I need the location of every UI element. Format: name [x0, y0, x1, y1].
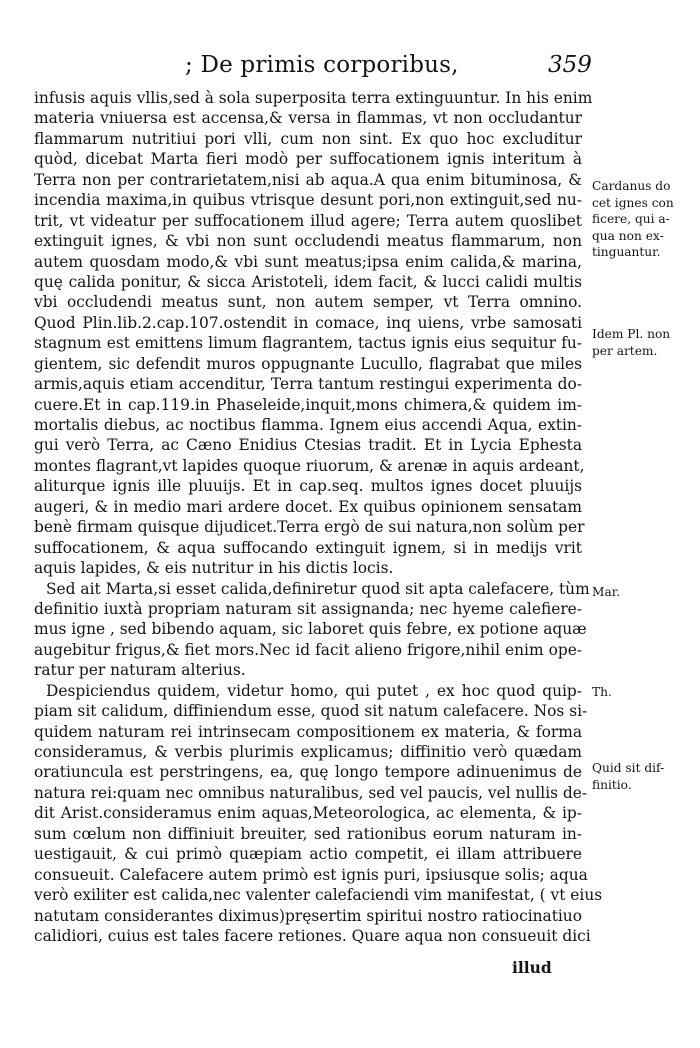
text-line: autem quosdam modo,& vbi sunt meatus;ipsa enim calida,& marina,: [34, 252, 582, 271]
margin-note-mar: [592, 584, 700, 601]
margin-note-line: Quid sit dif-: [592, 761, 665, 775]
margin-note-line: tinguantur.: [592, 245, 661, 259]
text-line: uestigauit, & cui primò quæpiam actio competit, ei illam attribuere: [34, 845, 582, 864]
catchword: illud: [512, 958, 552, 977]
margin-note-th: [592, 684, 700, 701]
text-line: armis,aquis etiam accenditur, Terra tantum restingui experimenta do-: [34, 375, 582, 394]
text-line: stagnum est emittens limum flagrantem, tactus ignis eius sequitur fu-: [34, 334, 582, 353]
text-line: gientem, sic defendit muros oppugnante Lucullo, flagrabat que miles: [34, 354, 582, 373]
text-line: augeri, & in medio mari ardere docet. Ex quibus opinionem sensatam: [34, 497, 582, 516]
text-line: quidem naturam rei intrinsecam compositionem ex materia, & forma: [34, 722, 582, 741]
margin-note-line: finitio.: [592, 777, 632, 792]
text-line: augebitur frigus,& fiet mors.Nec id facit alieno frigore,nihil enim ope-: [34, 640, 582, 659]
text-line: benè firmam quisque dijudicet.Terra ergò de sui natura,non solùm per: [34, 518, 585, 537]
text-line: flammarum nutritiui pori vlli, cum non sint. Ex quo hoc excluditur: [34, 129, 582, 148]
text-line: mortalis diebus, ac noctibus flamma. Ignem eius accendi Aqua, extin-: [34, 416, 582, 434]
text-line: consideramus, & verbis plurimis explicamus; diffinitio verò quædam: [34, 743, 582, 761]
text-line: suffocationem, & aqua suffocando extinguit ignem, si in medijs vrit: [34, 538, 582, 557]
text-line: trit, vt videatur per suffocationem illud agere; Terra autem quoslibet: [34, 211, 582, 230]
text-line: dit Arist.consideramus enim aquas,Meteorologica, ac elementa, & ip-: [34, 804, 582, 823]
margin-note-line: Mar.: [592, 585, 621, 599]
text-line: quę calida ponitur, & sicca Aristoteli, idem facit, & lucci calidi multis: [34, 272, 582, 291]
text-line: ratur per naturam alterius.: [34, 661, 246, 680]
text-line: incendia maxima,in quibus vtrisque desunt pori,non extinguit,sed nu-: [34, 191, 582, 210]
text-line: montes flagrant,vt lapides quoque riuorum, & arenæ in aquis ardeant,: [34, 456, 585, 475]
text-line: Terra non per contrarietatem,nisi ab aqua.A qua enim bituminosa, &: [34, 170, 582, 189]
text-line: natutam considerantes diximus)pręsertim spiritui nostro ratiocinatiuo: [34, 906, 582, 925]
text-line: Sed ait Marta,si esset calida,definiretur quod sit apta calefacere, tùm: [46, 579, 590, 598]
margin-note-cardanus: [592, 178, 700, 261]
margin-note-idem: [592, 326, 700, 359]
text-line: definitio iuxtà propriam naturam sit assignanda; nec hyeme calefiere-: [34, 599, 582, 618]
margin-note-line: Idem Pl. non: [592, 327, 671, 341]
margin-note-line: Th.: [592, 685, 612, 699]
text-line: aliturque ignis ille pluuijs. Et in cap.seq. multos ignes docet pluuijs: [34, 477, 582, 496]
text-line: Quod Plin.lib.2.cap.107.ostendit in comace, inq uiens, vrbe samosati: [34, 313, 582, 332]
text-line: cuere.Et in cap.119.in Phaseleide,inquit,mons chimera,& quidem im-: [34, 395, 582, 414]
text-line: oratiuncula est perstringens, ea, quę longo tempore adinuenimus de: [34, 763, 582, 782]
text-line: mus igne , sed bibendo aquam, sic laboret quis febre, ex potione aquæ: [34, 620, 587, 639]
text-line: quòd, dicebat Marta fieri modò per suffocationem ignis interitum à: [34, 150, 582, 169]
margin-note-definitio: [592, 760, 700, 793]
text-line: aquis lapides, & eis nutritur in his dictis locis.: [34, 559, 394, 578]
running-title: ; De primis corporibus,: [185, 52, 459, 78]
text-line: extinguit ignes, & vbi non sunt occludendi meatus flammarum, non: [34, 232, 582, 251]
text-line: piam sit calidum, diffiniendum esse, quod sit natum calefacere. Nos si-: [34, 702, 588, 721]
text-line: natura rei:quam nec omnibus naturalibus, sed vel paucis, vel nullis de-: [34, 783, 588, 802]
text-line: consueuit. Calefacere autem primò est ignis puri, ipsiusque solis; aqua: [34, 865, 588, 884]
margin-note-line: Cardanus do: [592, 179, 671, 193]
margin-note-line: qua non ex-: [592, 228, 664, 243]
text-line: verò exiliter est calida,nec valenter calefaciendi vim manifestat, ( vt eius: [34, 886, 603, 905]
text-line: calidiori, cuius est tales facere retiones. Quare aqua non consueuit dici: [34, 926, 591, 945]
text-line: gui verò Terra, ac Cæno Enidius Ctesias tradit. Et in Lycia Ephesta: [34, 436, 582, 455]
text-line: Despiciendus quidem, videtur homo, qui putet , ex hoc quod quip-: [46, 681, 582, 700]
margin-note-line: cet ignes con: [592, 195, 674, 210]
text-line: sum cœlum non diffiniuit breuiter, sed rationibus eorum naturam in-: [34, 824, 582, 843]
margin-note-line: ficere, qui a-: [592, 212, 670, 226]
text-line: infusis aquis vllis,sed à sola superposita terra extinguuntur. In his enim: [34, 89, 593, 107]
margin-note-line: per artem.: [592, 343, 658, 358]
text-line: vbi occludendi meatus sunt, non autem semper, vt Terra omnino.: [34, 293, 582, 312]
text-line: materia vniuersa est accensa,& versa in flammas, vt non occludantur: [34, 109, 582, 128]
page-number: 359: [548, 52, 592, 78]
